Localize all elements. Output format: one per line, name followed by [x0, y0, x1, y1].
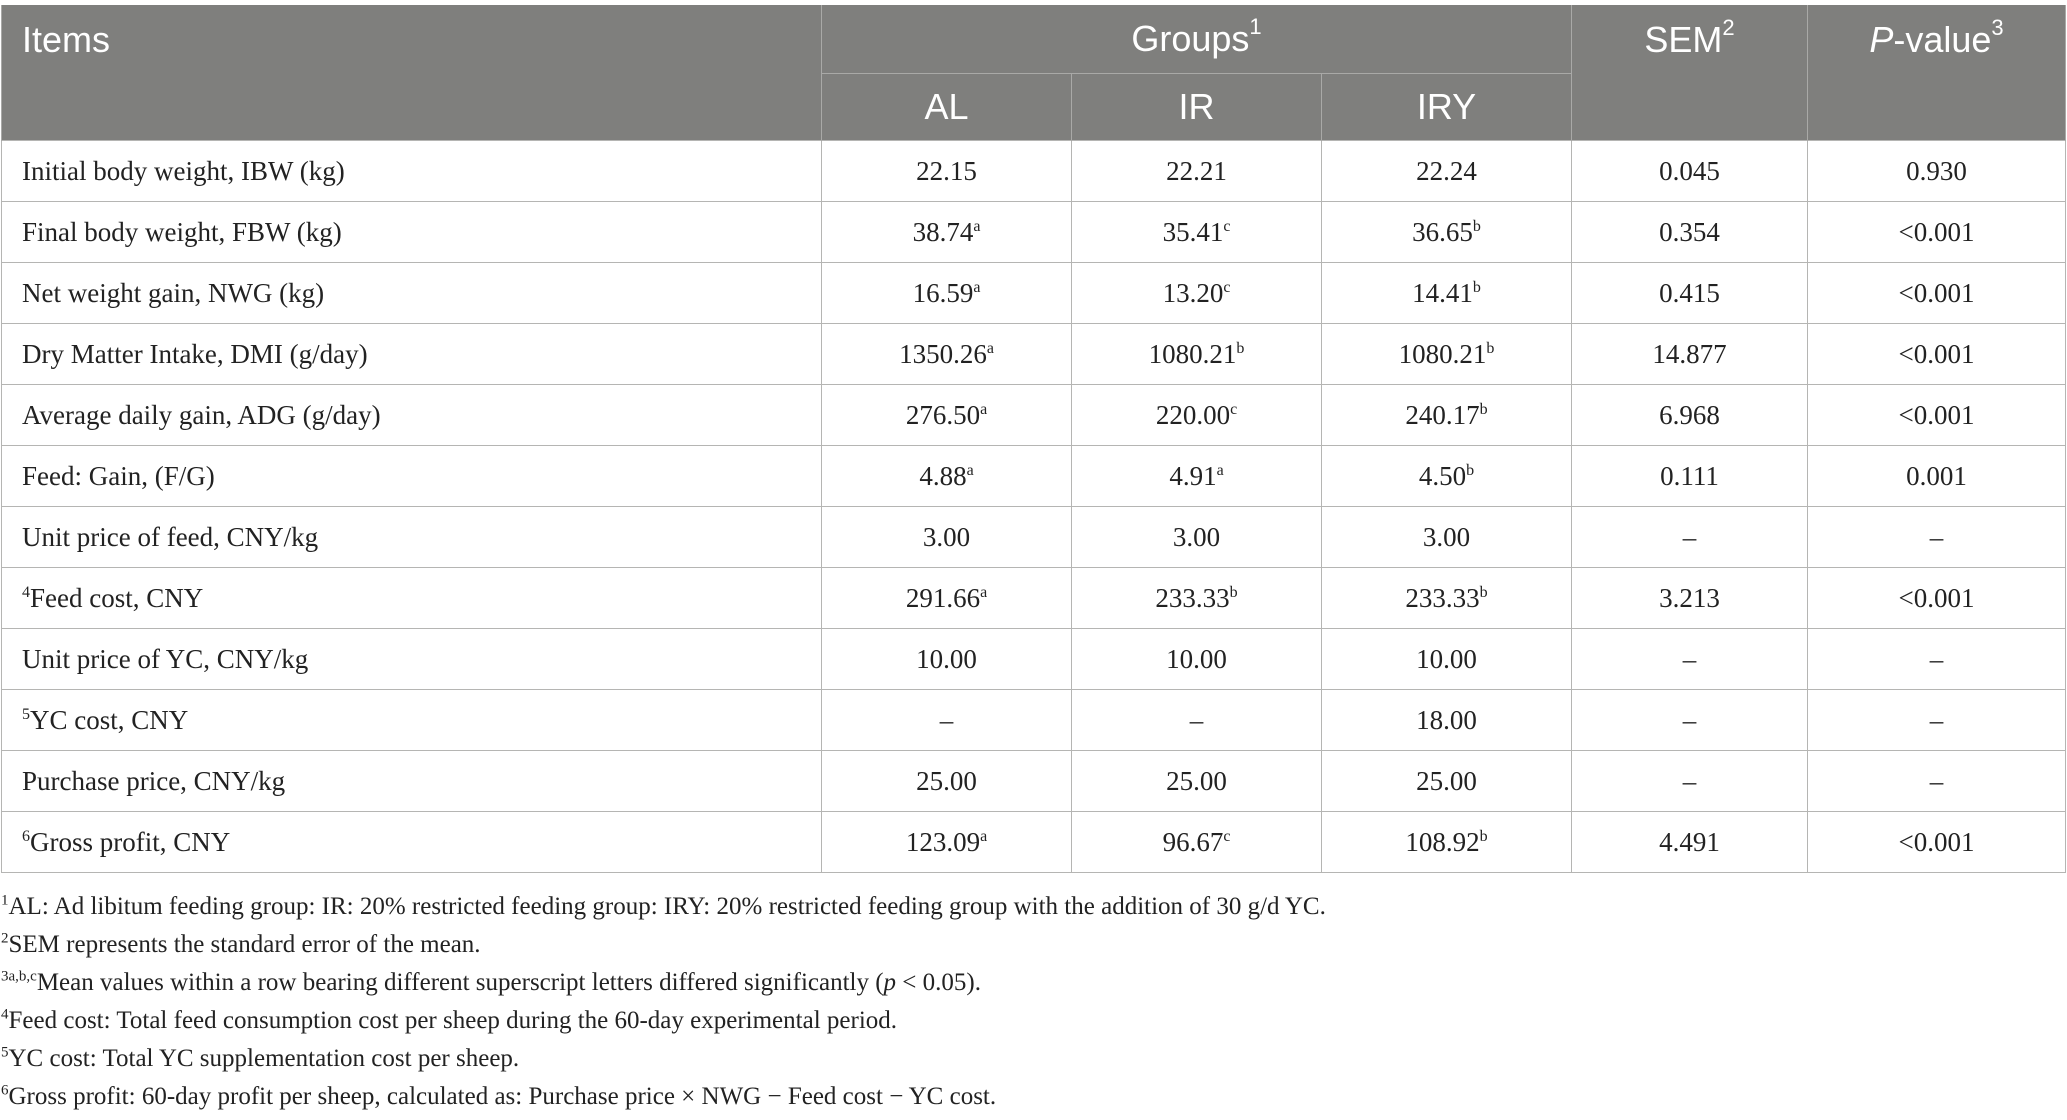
sem-cell: 0.045 [1572, 141, 1808, 202]
cell-value: 1080.21 [1398, 338, 1487, 369]
value-cell [1322, 446, 1572, 507]
cell-value: 36.65 [1412, 216, 1473, 247]
sem-cell: – [1572, 690, 1808, 751]
cell-value: 18.00 [1416, 704, 1477, 735]
value-cell [822, 385, 1072, 446]
cell-value: – [939, 704, 954, 735]
value-cell [1322, 507, 1572, 568]
value-cell [822, 263, 1072, 324]
value-cell [1072, 812, 1322, 873]
value-cell [1072, 507, 1322, 568]
pvalue-cell: <0.001 [1808, 324, 2066, 385]
row-label-text: Feed cost, CNY [30, 582, 204, 613]
footnote-ref: 4 [22, 583, 30, 601]
sem-cell: 6.968 [1572, 385, 1808, 446]
cell-value: 3.00 [1172, 521, 1221, 552]
table-header [2, 5, 2066, 141]
footnote-1: $^1$AL: Ad libitum feeding group: IR: 20% restricted feeding group: IRY: 20% restricted feeding group with the addition of 30 g/d YC. [1, 892, 1326, 920]
footnote-4: $^4$Feed cost: Total feed consumption cost per sheep during the 60-day experimental period. [1, 1006, 898, 1034]
row-label-text: Unit price of YC, CNY/kg [22, 643, 309, 674]
cell-value: 25.00 [1416, 765, 1477, 796]
pvalue-cell: <0.001 [1808, 202, 2066, 263]
significance-letter: a [973, 217, 981, 235]
row-label-text: Feed: Gain, (F/G) [22, 460, 215, 491]
value-cell [1072, 751, 1322, 812]
value-cell [1072, 324, 1322, 385]
footnote-6: $^6$Gross profit: 60-day profit per sheep, calculated as: Purchase price × NWG − Feed cost − YC cost. [1, 1082, 997, 1110]
row-label-text: Unit price of feed, CNY/kg [22, 521, 319, 552]
sem-cell: – [1572, 629, 1808, 690]
header-pvalue: P-value$^3$ [1808, 5, 2066, 141]
cell-value: 10.00 [1166, 643, 1227, 674]
value-cell [1322, 263, 1572, 324]
cell-value: 233.33 [1405, 582, 1480, 613]
footnote-ref: 3 [1991, 15, 2004, 40]
significance-letter: b [1479, 400, 1488, 418]
value-cell [822, 507, 1072, 568]
row-label-text: Net weight gain, NWG (kg) [22, 277, 325, 308]
cell-value: 10.00 [916, 643, 977, 674]
cell-value: 291.66 [905, 582, 981, 613]
cell-value: 1350.26 [899, 338, 987, 369]
value-cell [822, 629, 1072, 690]
row-label [2, 751, 822, 812]
table-row [2, 507, 2066, 568]
pvalue-cell: <0.001 [1808, 385, 2066, 446]
table-row [2, 751, 2066, 812]
value-cell [1322, 751, 1572, 812]
cell-value: 22.24 [1416, 155, 1477, 186]
footnote-ref: 2 [1722, 15, 1735, 40]
row-label [2, 385, 822, 446]
significance-letter: a [980, 583, 988, 601]
cell-value: 108.92 [1405, 826, 1480, 857]
header-ir: IR [1072, 74, 1322, 141]
sem-cell: – [1572, 507, 1808, 568]
value-cell [1072, 202, 1322, 263]
table-row [2, 324, 2066, 385]
cell-value: 240.17 [1405, 399, 1480, 430]
pvalue-cell: 0.930 [1808, 141, 2066, 202]
cell-value: 233.33 [1155, 582, 1230, 613]
value-cell [822, 324, 1072, 385]
value-cell [1072, 690, 1322, 751]
row-label [2, 812, 822, 873]
value-cell [822, 568, 1072, 629]
value-cell [822, 690, 1072, 751]
significance-letter: b [1479, 583, 1488, 601]
row-label [2, 446, 822, 507]
cell-value: 38.74 [912, 216, 974, 247]
pvalue-cell: – [1808, 629, 2066, 690]
row-label [2, 141, 822, 202]
footnote-ref: 1 [1249, 14, 1262, 39]
cell-value: 4.88 [919, 460, 967, 491]
table-row [2, 446, 2066, 507]
cell-value: 3.00 [1422, 521, 1471, 552]
pvalue-cell: – [1808, 507, 2066, 568]
value-cell [1322, 202, 1572, 263]
row-label [2, 263, 822, 324]
results-table [1, 5, 2066, 873]
value-cell [1322, 141, 1572, 202]
cell-value: – [1189, 704, 1204, 735]
value-cell [1072, 263, 1322, 324]
row-label-text: Initial body weight, IBW (kg) [22, 155, 345, 186]
footnote-ref: 5 [22, 705, 30, 723]
sem-cell: 0.354 [1572, 202, 1808, 263]
significance-letter: a [1216, 461, 1224, 479]
significance-letter: b [1472, 278, 1481, 296]
cell-value: 4.50 [1418, 460, 1467, 491]
cell-value: 14.41 [1412, 277, 1473, 308]
value-cell [1072, 141, 1322, 202]
value-cell [1072, 629, 1322, 690]
header-items: Items [2, 5, 822, 141]
row-label-text: YC cost, CNY [30, 704, 189, 735]
sem-cell: 0.415 [1572, 263, 1808, 324]
pvalue-cell: – [1808, 690, 2066, 751]
header-sem: SEM$^2$ [1572, 5, 1808, 141]
significance-letter: a [966, 461, 974, 479]
sem-cell: 0.111 [1572, 446, 1808, 507]
cell-value: 220.00 [1155, 399, 1231, 430]
value-cell [1322, 324, 1572, 385]
cell-value: 4.91 [1169, 460, 1217, 491]
footnote-ref: 6 [22, 827, 30, 845]
significance-letter: b [1236, 339, 1245, 357]
significance-letter: c [1230, 400, 1238, 418]
row-label [2, 629, 822, 690]
header-groups: Groups$^1$ [822, 5, 1572, 74]
table-row [2, 568, 2066, 629]
row-label [2, 568, 822, 629]
table-row [2, 629, 2066, 690]
pvalue-cell: <0.001 [1808, 263, 2066, 324]
cell-value: 3.00 [922, 521, 971, 552]
significance-letter: a [973, 278, 981, 296]
value-cell [1072, 568, 1322, 629]
pvalue-cell: 0.001 [1808, 446, 2066, 507]
row-label-text: Purchase price, CNY/kg [22, 765, 286, 796]
value-cell [1322, 385, 1572, 446]
table-row [2, 385, 2066, 446]
table-body [2, 141, 2066, 873]
cell-value: 22.21 [1166, 155, 1227, 186]
cell-value: 35.41 [1162, 216, 1224, 247]
value-cell [822, 446, 1072, 507]
significance-letter: c [1223, 827, 1231, 845]
row-label-text: Gross profit, CNY [30, 826, 231, 857]
value-cell [1072, 385, 1322, 446]
table-row [2, 812, 2066, 873]
pvalue-cell: <0.001 [1808, 812, 2066, 873]
value-cell [1322, 629, 1572, 690]
cell-value: 276.50 [905, 399, 981, 430]
significance-letter: b [1472, 217, 1481, 235]
header-al: AL [822, 74, 1072, 141]
sem-cell: 14.877 [1572, 324, 1808, 385]
value-cell [1322, 568, 1572, 629]
value-cell [822, 751, 1072, 812]
footnote-5: $^5$YC cost: Total YC supplementation cost per sheep. [1, 1044, 520, 1072]
value-cell [1072, 446, 1322, 507]
value-cell [1322, 690, 1572, 751]
sem-cell: 4.491 [1572, 812, 1808, 873]
table-row [2, 263, 2066, 324]
footnotes [1, 888, 2061, 1116]
cell-value: 25.00 [1166, 765, 1227, 796]
pvalue-cell: – [1808, 751, 2066, 812]
significance-letter: c [1223, 217, 1231, 235]
significance-letter: a [980, 400, 988, 418]
header-iry: IRY [1322, 74, 1572, 141]
row-label-text: Average daily gain, ADG (g/day) [22, 399, 381, 430]
pvalue-cell: <0.001 [1808, 568, 2066, 629]
cell-value: 1080.21 [1148, 338, 1237, 369]
cell-value: 96.67 [1162, 826, 1224, 857]
footnote-2: $^2$SEM represents the standard error of the mean. [1, 930, 481, 958]
row-label-text: Final body weight, FBW (kg) [22, 216, 342, 247]
significance-letter: b [1229, 583, 1238, 601]
table-row [2, 202, 2066, 263]
significance-letter: a [980, 827, 988, 845]
sem-cell: – [1572, 751, 1808, 812]
cell-value: 25.00 [916, 765, 977, 796]
significance-letter: a [986, 339, 994, 357]
cell-value: 123.09 [905, 826, 981, 857]
table-row [2, 690, 2066, 751]
significance-letter: b [1486, 339, 1495, 357]
row-label [2, 202, 822, 263]
cell-value: 13.20 [1162, 277, 1224, 308]
sem-cell: 3.213 [1572, 568, 1808, 629]
cell-value: 10.00 [1416, 643, 1477, 674]
cell-value: 22.15 [916, 155, 977, 186]
significance-letter: b [1479, 827, 1488, 845]
row-label [2, 690, 822, 751]
row-label-text: Dry Matter Intake, DMI (g/day) [22, 338, 368, 369]
value-cell [822, 812, 1072, 873]
row-label [2, 507, 822, 568]
row-label [2, 324, 822, 385]
significance-letter: c [1223, 278, 1231, 296]
value-cell [1322, 812, 1572, 873]
table-row [2, 141, 2066, 202]
value-cell [822, 141, 1072, 202]
cell-value: 16.59 [912, 277, 974, 308]
footnote-3: $^{3a,b,c}$Mean values within a row bearing different superscript letters differed significantly (p < 0.05). [1, 968, 981, 996]
significance-letter: b [1466, 461, 1475, 479]
value-cell [822, 202, 1072, 263]
